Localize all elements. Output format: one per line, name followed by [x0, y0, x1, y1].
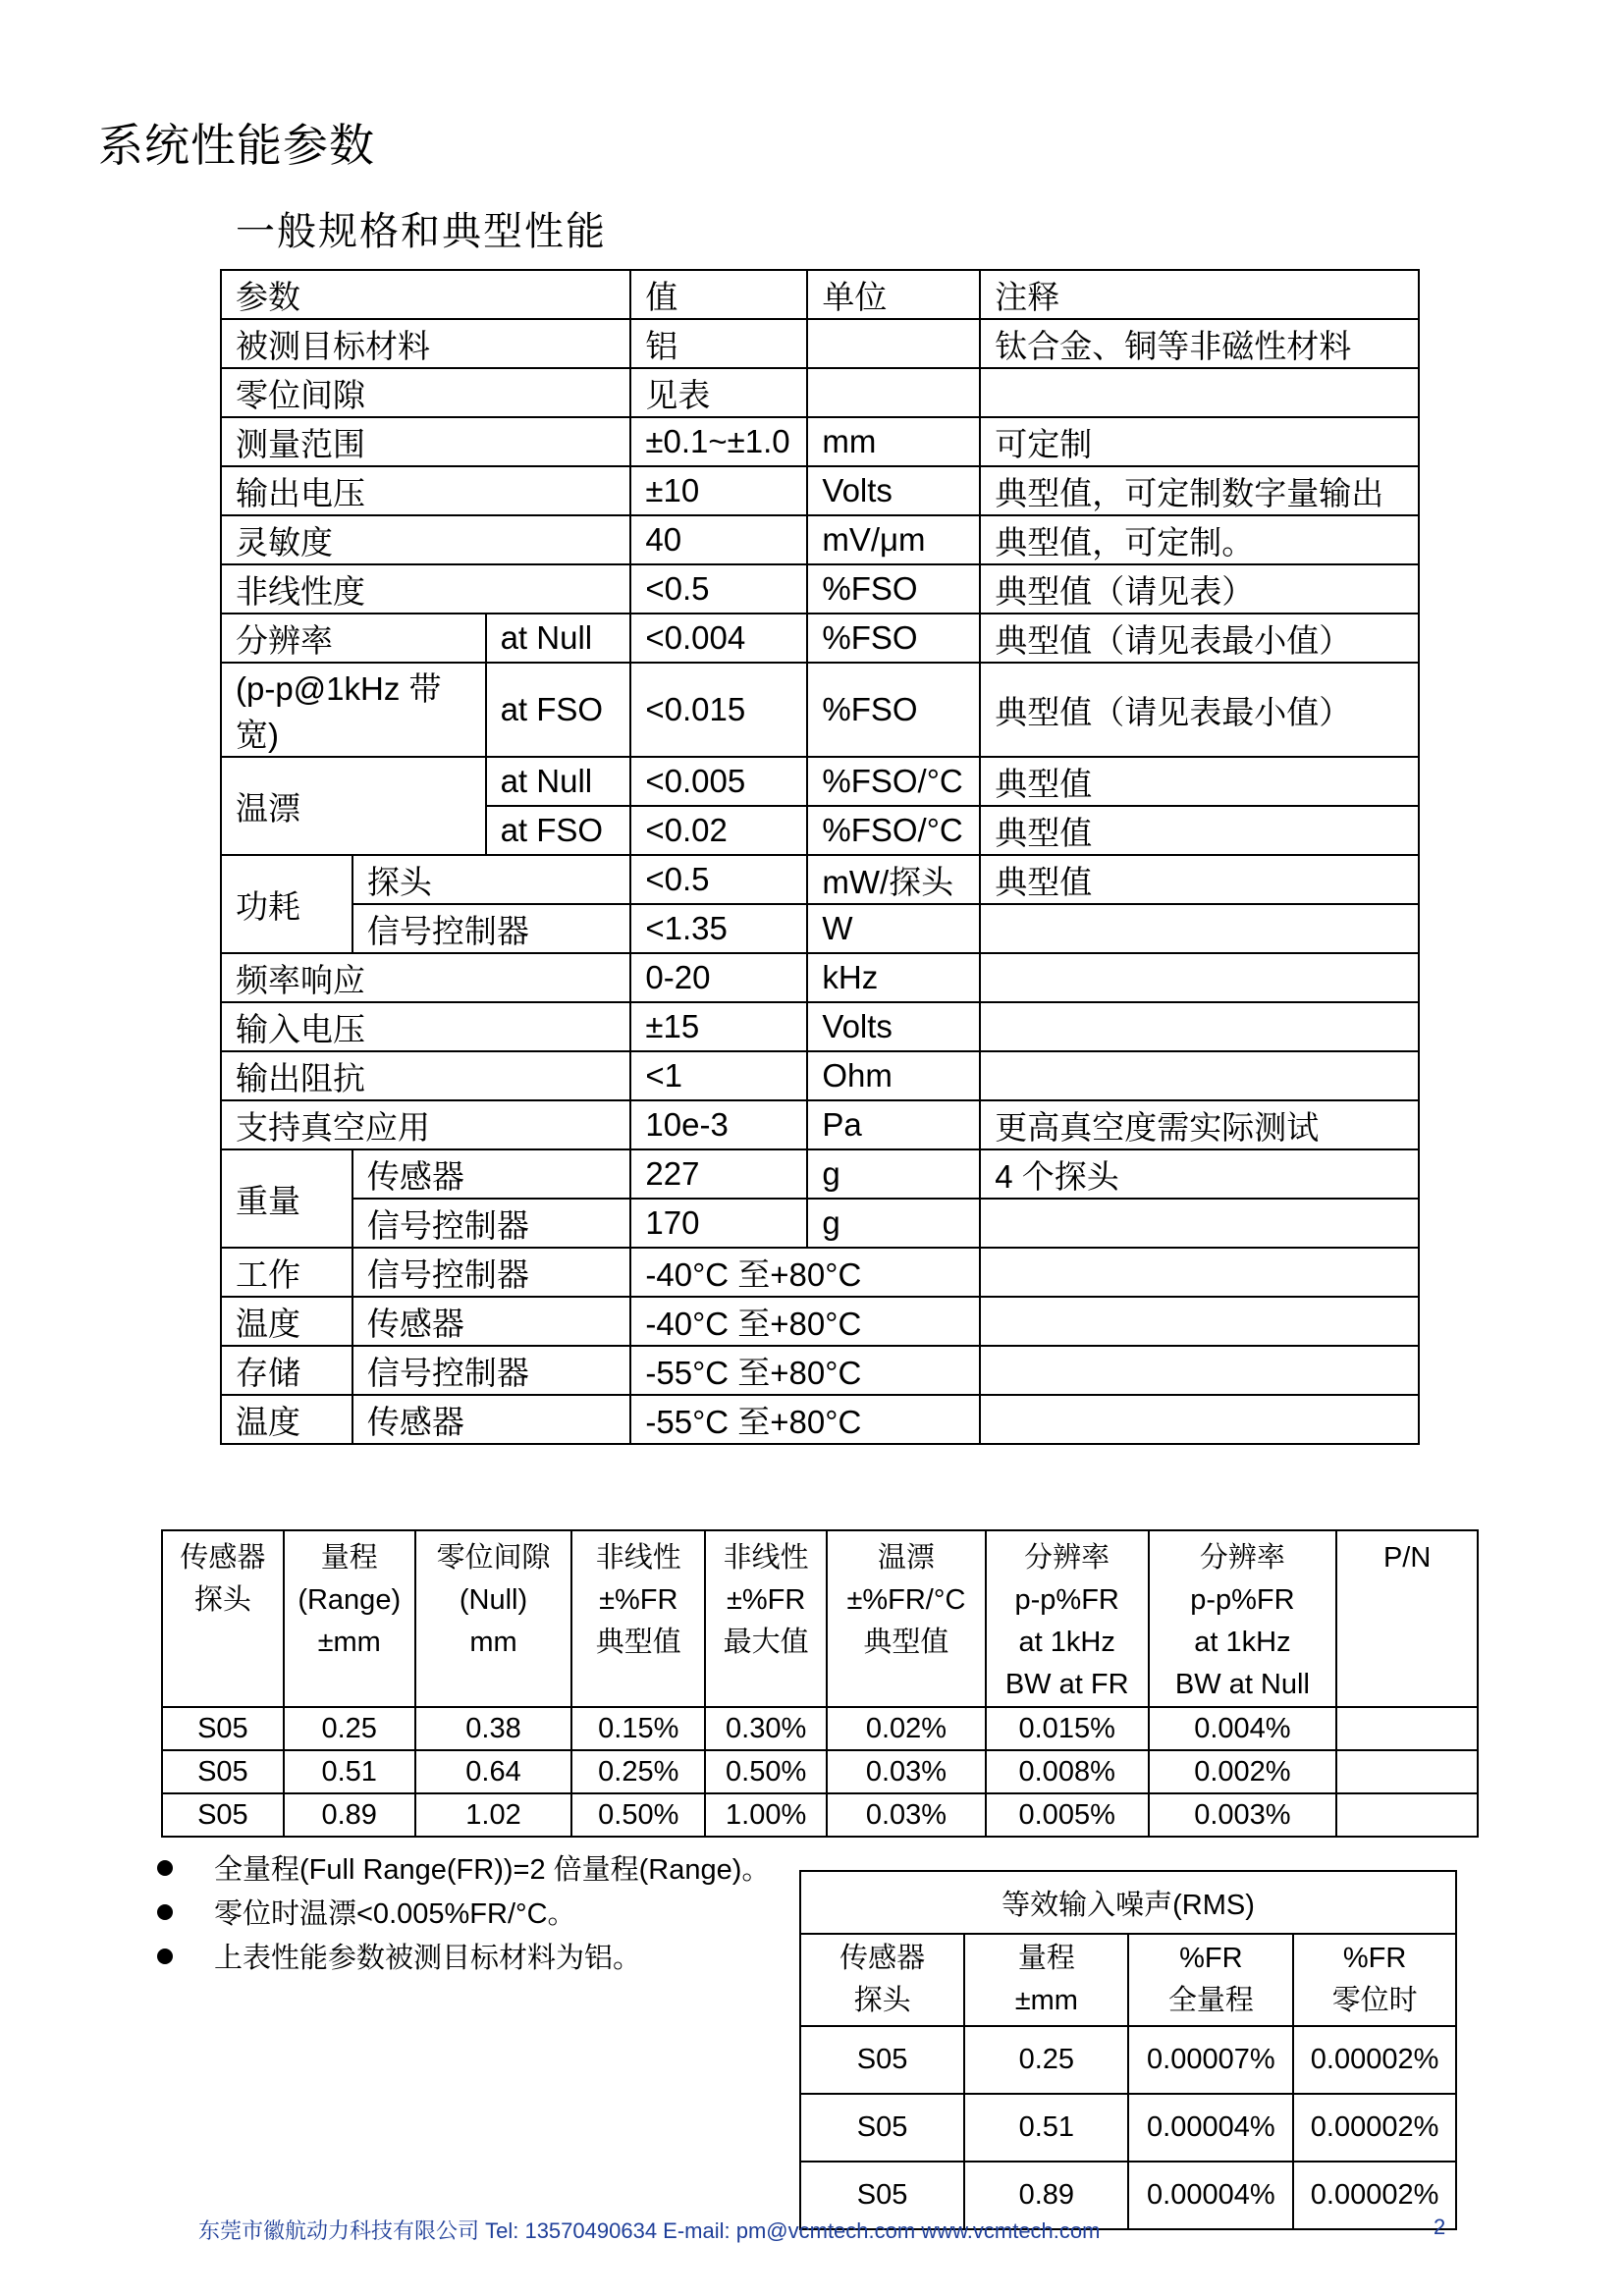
table-row [221, 368, 1419, 417]
note-item: 上表性能参数被测目标材料为铝。 [157, 1934, 770, 1978]
table-cell: Volts [807, 466, 980, 515]
table-row [221, 614, 1419, 663]
table-cell: 0.00007% [1128, 2026, 1293, 2094]
table-cell: 铝 [630, 319, 807, 368]
table-cell: 钛合金、铜等非磁性材料 [980, 319, 1419, 368]
table-cell: 信号控制器 [352, 1346, 631, 1395]
header-line: p-p%FR [1014, 1584, 1119, 1616]
table-cell: kHz [807, 953, 980, 1002]
table-row [221, 319, 1419, 368]
table-cell: Volts [807, 1002, 980, 1051]
table-cell [980, 1248, 1419, 1297]
table-row [221, 1297, 1419, 1346]
header-line: %FR [1179, 1943, 1243, 1974]
header-line: ±%FR/°C [846, 1584, 966, 1616]
header-line: p-p%FR [1190, 1584, 1295, 1616]
table-cell: 0.002% [1149, 1750, 1337, 1793]
table-cell [1336, 1750, 1478, 1793]
table-cell: 典型值 [980, 855, 1419, 904]
table-cell: ±10 [630, 466, 807, 515]
header-line: 探头 [853, 1985, 911, 2016]
table-title: 等效输入噪声(RMS) [800, 1871, 1456, 1934]
table-cell: 频率响应 [221, 953, 630, 1002]
header-line: 分辨率 [1024, 1542, 1110, 1574]
table-cell: 被测目标材料 [221, 319, 630, 368]
table-cell: 信号控制器 [352, 1248, 631, 1297]
bullet-icon [157, 1860, 173, 1876]
table-cell: 0.03% [827, 1750, 986, 1793]
header-line: 典型值 [863, 1627, 949, 1658]
header-line: ±%FR [726, 1584, 806, 1616]
column-header [1336, 1530, 1478, 1707]
table-cell: 典型值 [980, 806, 1419, 855]
header-line: at 1kHz [1194, 1627, 1291, 1658]
header-line: 温漂 [877, 1542, 935, 1574]
notes-list [157, 1845, 770, 1978]
column-header: 单位 [807, 270, 980, 319]
table-cell: 传感器 [352, 1395, 631, 1444]
table-row [800, 2026, 1456, 2094]
table-cell: 探头 [352, 855, 631, 904]
table-cell: 0.015% [986, 1707, 1149, 1750]
table-row [221, 1248, 1419, 1297]
table-cell: 典型值（请见表最小值） [980, 614, 1419, 663]
bullet-icon [157, 1949, 173, 1964]
table-cell [980, 1297, 1419, 1346]
header-line: 全量程 [1167, 1985, 1254, 2016]
table-cell: %FSO [807, 663, 980, 757]
header-line: 分辨率 [1199, 1542, 1285, 1574]
table-row [221, 904, 1419, 953]
header-line: BW at Null [1174, 1669, 1310, 1700]
table-cell: -40°C 至+80°C [630, 1248, 980, 1297]
column-header [571, 1530, 705, 1707]
table-cell [980, 368, 1419, 417]
table-cell: -55°C 至+80°C [630, 1395, 980, 1444]
table-cell: 0.25% [571, 1750, 705, 1793]
column-header [964, 1934, 1128, 2026]
header-line: ±mm [317, 1627, 381, 1658]
column-header: 参数 [221, 270, 630, 319]
table-cell: mV/μm [807, 515, 980, 564]
table-row [221, 466, 1419, 515]
table-row [221, 1100, 1419, 1149]
table-cell: %FSO/°C [807, 757, 980, 806]
table-cell: S05 [162, 1707, 284, 1750]
header-line: (Range) [298, 1584, 402, 1616]
table-cell: S05 [800, 2162, 964, 2229]
table-cell: 0.50% [571, 1793, 705, 1837]
table-cell: 支持真空应用 [221, 1100, 630, 1149]
table-cell: 0.02% [827, 1707, 986, 1750]
column-header [1128, 1934, 1293, 2026]
table-row [221, 417, 1419, 466]
table-cell: 典型值，可定制。 [980, 515, 1419, 564]
noise-table [799, 1870, 1457, 2230]
table-cell: 信号控制器 [352, 904, 631, 953]
table-cell [1336, 1707, 1478, 1750]
header-line: BW at FR [1004, 1669, 1129, 1700]
table-cell: Pa [807, 1100, 980, 1149]
table-cell: g [807, 1199, 980, 1248]
column-header [284, 1530, 415, 1707]
table-row [221, 1051, 1419, 1100]
column-header: 注释 [980, 270, 1419, 319]
table-cell: 信号控制器 [352, 1199, 631, 1248]
table-cell: mm [807, 417, 980, 466]
header-line: 量程 [320, 1542, 378, 1574]
note-item: 零位时温漂<0.005%FR/°C。 [157, 1890, 770, 1934]
table-cell: 输出阻抗 [221, 1051, 630, 1100]
table-cell: 0.005% [986, 1793, 1149, 1837]
table-cell: 输出电压 [221, 466, 630, 515]
table-header-row [221, 270, 1419, 319]
table-header-row [800, 1934, 1456, 2026]
table-cell [980, 953, 1419, 1002]
table-cell: 0.15% [571, 1707, 705, 1750]
header-line: 最大值 [723, 1627, 809, 1658]
header-line: 非线性 [595, 1542, 681, 1574]
table-cell [980, 1199, 1419, 1248]
table-row [221, 1199, 1419, 1248]
table-row [800, 2094, 1456, 2162]
header-line: ±%FR [599, 1584, 678, 1616]
table-cell: 0.30% [705, 1707, 827, 1750]
table-cell: 0.00004% [1128, 2162, 1293, 2229]
table-row [162, 1750, 1478, 1793]
table-cell: 0.38 [415, 1707, 572, 1750]
table-cell: 0.25 [284, 1707, 415, 1750]
table-cell: 灵敏度 [221, 515, 630, 564]
table-cell: Ohm [807, 1051, 980, 1100]
table-cell: mW/探头 [807, 855, 980, 904]
table-row [162, 1707, 1478, 1750]
table-cell: W [807, 904, 980, 953]
table-cell: 测量范围 [221, 417, 630, 466]
table-cell [980, 1002, 1419, 1051]
table-cell: 零位间隙 [221, 368, 630, 417]
table-cell: 0.00002% [1293, 2094, 1456, 2162]
table-cell: 1.00% [705, 1793, 827, 1837]
header-line: ±mm [1014, 1985, 1078, 2016]
table-cell: 典型值（请见表） [980, 564, 1419, 614]
table-cell: 温漂 [221, 757, 486, 855]
column-header [827, 1530, 986, 1707]
table-cell: -40°C 至+80°C [630, 1297, 980, 1346]
table-cell: ±0.1~±1.0 [630, 417, 807, 466]
table-cell [980, 1346, 1419, 1395]
table-row [221, 1395, 1419, 1444]
table-cell: 0.003% [1149, 1793, 1337, 1837]
table-row [221, 1346, 1419, 1395]
table-cell: 0.008% [986, 1750, 1149, 1793]
table-row [221, 1149, 1419, 1199]
table-cell: S05 [800, 2026, 964, 2094]
table-cell: 非线性度 [221, 564, 630, 614]
header-line: (Null) [459, 1584, 528, 1616]
table-row [221, 515, 1419, 564]
table-cell: 传感器 [352, 1149, 631, 1199]
table-title-row [800, 1871, 1456, 1934]
section-title: 一般规格和典型性能 [236, 210, 607, 253]
column-header [986, 1530, 1149, 1707]
spec-table [220, 269, 1420, 1445]
table-cell: %FSO/°C [807, 806, 980, 855]
table-cell [807, 319, 980, 368]
table-row [221, 564, 1419, 614]
table-cell: 1.02 [415, 1793, 572, 1837]
probe-spec-table [161, 1529, 1479, 1838]
column-header [705, 1530, 827, 1707]
table-cell: <0.005 [630, 757, 807, 806]
table-cell: 0.00002% [1293, 2026, 1456, 2094]
table-cell [807, 368, 980, 417]
table-cell [980, 1395, 1419, 1444]
table-cell: <0.004 [630, 614, 807, 663]
table-cell: 可定制 [980, 417, 1419, 466]
table-cell: 典型值（请见表最小值） [980, 663, 1419, 757]
table-row [221, 757, 1419, 806]
column-header [800, 1934, 964, 2026]
table-cell: %FSO [807, 614, 980, 663]
table-cell: 典型值，可定制数字量输出 [980, 466, 1419, 515]
table-cell: <0.02 [630, 806, 807, 855]
table-cell: 见表 [630, 368, 807, 417]
table-cell: -55°C 至+80°C [630, 1346, 980, 1395]
table-cell: 更高真空度需实际测试 [980, 1100, 1419, 1149]
page-title: 系统性能参数 [98, 120, 375, 171]
header-line: 非线性 [723, 1542, 809, 1574]
table-cell: S05 [800, 2094, 964, 2162]
table-cell: at FSO [486, 663, 631, 757]
table-cell: 40 [630, 515, 807, 564]
table-cell: 0.51 [284, 1750, 415, 1793]
table-cell: at Null [486, 614, 631, 663]
table-cell: 0.00002% [1293, 2162, 1456, 2229]
table-cell: 4 个探头 [980, 1149, 1419, 1199]
table-cell: 0.004% [1149, 1707, 1337, 1750]
table-cell: <0.015 [630, 663, 807, 757]
table-cell: 0.03% [827, 1793, 986, 1837]
header-line: 零位间隙 [436, 1542, 551, 1574]
table-cell: 存储 [221, 1346, 352, 1395]
table-cell: 170 [630, 1199, 807, 1248]
table-cell: at FSO [486, 806, 631, 855]
table-cell: 10e-3 [630, 1100, 807, 1149]
table-cell: <1.35 [630, 904, 807, 953]
table-cell: 重量 [221, 1149, 352, 1248]
table-cell: 温度 [221, 1395, 352, 1444]
header-line: 探头 [193, 1584, 251, 1616]
header-line: %FR [1342, 1943, 1407, 1974]
table-row [221, 855, 1419, 904]
table-header-row [162, 1530, 1478, 1707]
header-line: 典型值 [595, 1627, 681, 1658]
page-number: 2 [1434, 2215, 1446, 2239]
table-row [221, 953, 1419, 1002]
table-cell: 功耗 [221, 855, 352, 953]
column-header [1293, 1934, 1456, 2026]
table-cell: 输入电压 [221, 1002, 630, 1051]
table-cell: 0.00004% [1128, 2094, 1293, 2162]
table-cell: 0.89 [284, 1793, 415, 1837]
table-cell [980, 1051, 1419, 1100]
table-cell: S05 [162, 1750, 284, 1793]
table-cell: ±15 [630, 1002, 807, 1051]
column-header: 值 [630, 270, 807, 319]
table-cell: (p-p@1kHz 带宽) [221, 663, 486, 757]
note-item: 全量程(Full Range(FR))=2 倍量程(Range)。 [157, 1845, 770, 1890]
header-line: 量程 [1017, 1943, 1075, 1974]
table-cell [1336, 1793, 1478, 1837]
column-header [415, 1530, 572, 1707]
table-cell: 0.51 [964, 2094, 1128, 2162]
column-header [162, 1530, 284, 1707]
table-cell: 0.25 [964, 2026, 1128, 2094]
header-line: 零位时 [1331, 1985, 1418, 2016]
table-cell: 典型值 [980, 757, 1419, 806]
header-line: at 1kHz [1018, 1627, 1115, 1658]
header-line: 传感器 [839, 1943, 926, 1974]
table-cell: 0.50% [705, 1750, 827, 1793]
table-cell: <0.5 [630, 564, 807, 614]
table-cell: 温度 [221, 1297, 352, 1346]
bullet-icon [157, 1904, 173, 1920]
table-cell: S05 [162, 1793, 284, 1837]
header-line: P/N [1382, 1542, 1432, 1574]
column-header [1149, 1530, 1337, 1707]
table-cell: 227 [630, 1149, 807, 1199]
table-cell: 工作 [221, 1248, 352, 1297]
footer-contact: 东莞市徽航动力科技有限公司 Tel: 13570490634 E-mail: pm@vcmtech.com www.vcmtech.com [198, 2218, 1101, 2243]
table-cell: 0.89 [964, 2162, 1128, 2229]
table-cell: 0-20 [630, 953, 807, 1002]
table-cell: 分辨率 [221, 614, 486, 663]
table-row [221, 663, 1419, 757]
table-cell: %FSO [807, 564, 980, 614]
table-cell: 传感器 [352, 1297, 631, 1346]
table-row [221, 1002, 1419, 1051]
table-cell: <1 [630, 1051, 807, 1100]
table-cell: 0.64 [415, 1750, 572, 1793]
table-cell: at Null [486, 757, 631, 806]
header-line: 传感器 [180, 1542, 266, 1574]
header-line: mm [469, 1627, 517, 1658]
table-cell: <0.5 [630, 855, 807, 904]
table-cell: g [807, 1149, 980, 1199]
table-cell [980, 904, 1419, 953]
table-row [162, 1793, 1478, 1837]
